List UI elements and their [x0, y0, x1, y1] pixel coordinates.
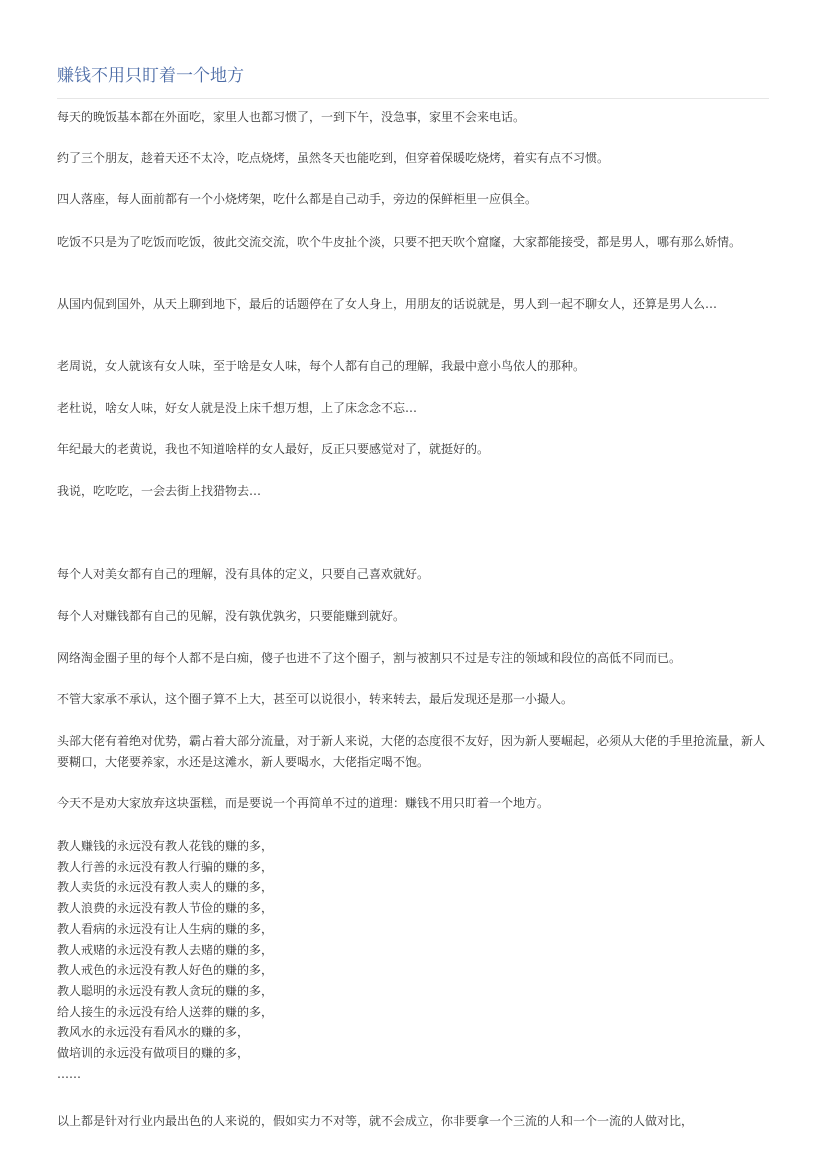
contrast-list [57, 836, 769, 1084]
paragraph-1: 每天的晚饭基本都在外面吃，家里人也都习惯了，一到下午，没急事，家里不会来电话。 [57, 110, 526, 124]
paragraph-13: 不管大家承不承认，这个圈子算不上大，甚至可以说很小，转来转去，最后发现还是那一小撮人。 [57, 692, 574, 706]
list-item: 教人看病的永远没有让人生病的赚的多， [57, 921, 274, 936]
list-item: …… [57, 1066, 81, 1081]
list-item: 教人戒赌的永远没有教人去赌的赚的多， [57, 942, 274, 957]
paragraph-16: 以上都是针对行业内最出色的人来说的，假如实力不对等，就不会成立，你非要拿一个三流的人和一个一流的人做对比， [57, 1114, 694, 1128]
list-item: 教风水的永远没有看风水的赚的多， [57, 1025, 250, 1040]
list-item: 教人戒色的永远没有教人好色的赚的多， [57, 963, 274, 978]
list-item: 教人浪费的永远没有教人节俭的赚的多， [57, 901, 274, 916]
paragraph-5: 从国内侃到国外，从天上聊到地下，最后的话题停在了女人身上，用朋友的话说就是，男人到一起不聊女人，还算是男人么… [57, 297, 718, 311]
paragraph-15: 今天不是劝大家放弃这块蛋糕，而是要说一个再简单不过的道理：赚钱不用只盯着一个地方。 [57, 796, 550, 810]
paragraph-10: 每个人对美女都有自己的理解，没有具体的定义，只要自己喜欢就好。 [57, 567, 430, 581]
list-item: 教人聪明的永远没有教人贪玩的赚的多， [57, 983, 274, 998]
article-title: 赚钱不用只盯着一个地方 [57, 66, 244, 86]
paragraph-8: 年纪最大的老黄说，我也不知道啥样的女人最好，反正只要感觉对了，就挺好的。 [57, 442, 490, 456]
paragraph-7: 老杜说，啥女人味，好女人就是没上床千想万想，上了床念念不忘… [57, 401, 418, 415]
paragraph-4: 吃饭不只是为了吃饭而吃饭，彼此交流交流，吹个牛皮扯个淡，只要不把天吹个窟窿，大家都能接受，都是男人，哪有那么娇情。 [57, 235, 742, 249]
list-item: 教人卖货的永远没有教人卖人的赚的多， [57, 880, 274, 895]
paragraph-6: 老周说，女人就该有女人味，至于啥是女人味，每个人都有自己的理解，我最中意小鸟依人的那种。 [57, 359, 586, 373]
title-divider [57, 98, 769, 99]
paragraph-2: 约了三个朋友，趁着天还不太冷，吃点烧烤，虽然冬天也能吃到，但穿着保暖吃烧烤，着实有点不习惯。 [57, 151, 610, 165]
list-item: 教人赚钱的永远没有教人花钱的赚的多， [57, 839, 274, 853]
paragraph-14: 头部大佬有着绝对优势，霸占着大部分流量，对于新人来说，大佬的态度很不友好，因为新人要崛起，必须从大佬的手里抢流量，新人要糊口，大佬要养家，水还是这滩水，新人要喝水，大佬指定喝不饱。 [57, 734, 766, 769]
paragraph-11: 每个人对赚钱都有自己的见解，没有孰优孰劣，只要能赚到就好。 [57, 609, 406, 623]
paragraph-12: 网络淘金圈子里的每个人都不是白痴，傻子也进不了这个圈子，割与被割只不过是专注的领域和段位的高低不同而已。 [57, 651, 682, 665]
list-item: 做培训的永远没有做项目的赚的多， [57, 1046, 250, 1061]
list-item: 教人行善的永远没有教人行骗的赚的多， [57, 859, 274, 874]
paragraph-3: 四人落座，每人面前都有一个小烧烤架，吃什么都是自己动手，旁边的保鲜柜里一应俱全。 [57, 192, 538, 206]
list-item: 给人接生的永远没有给人送葬的赚的多， [57, 1004, 274, 1019]
paragraph-9: 我说，吃吃吃，一会去街上找猎物去… [57, 484, 262, 498]
